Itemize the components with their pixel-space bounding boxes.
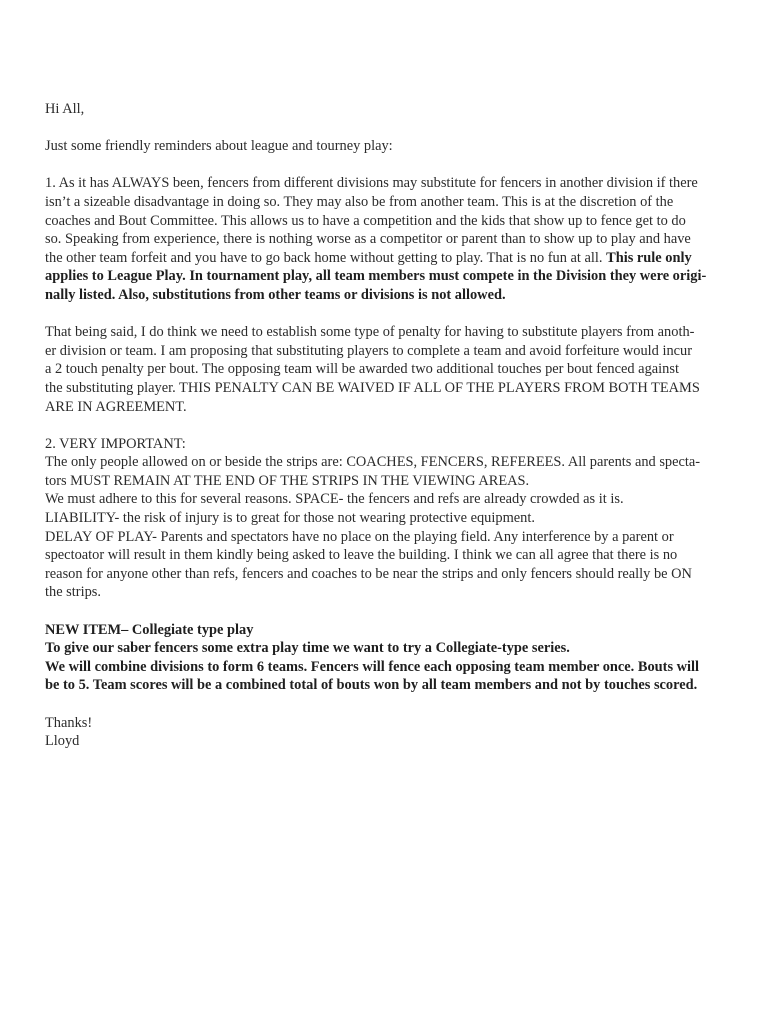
paragraph-line: applies to League Play. In tournament play, all team members must compete in the Division they were origi- — [45, 268, 707, 285]
paragraph-gap — [45, 416, 735, 435]
paragraph-gap — [45, 695, 735, 714]
paragraph-line: a 2 touch penalty per bout. The opposing team will be awarded two additional touches per bout fenced against — [45, 361, 679, 378]
paragraph-substitution-rule — [45, 174, 735, 304]
paragraph-gap — [45, 156, 735, 175]
closing: Thanks! — [45, 714, 93, 731]
paragraph-line: NEW ITEM– Collegiate type play — [45, 621, 254, 638]
letter-body — [45, 100, 735, 751]
paragraph-line: spectoator will result in them kindly being asked to leave the building. I think we can all agree that there is no — [45, 547, 678, 564]
paragraph-gap — [45, 305, 735, 324]
paragraph-line: coaches and Bout Committee. This allows us to have a competition and the kids that show up to fence get to do — [45, 212, 686, 229]
paragraph-strip-rules — [45, 435, 735, 602]
paragraph-line: We will combine divisions to form 6 teams. Fencers will fence each opposing team member once. Bouts will — [45, 658, 700, 675]
paragraph-line: reason for anyone other than refs, fencers and coaches to be near the strips and only fencers should really be ON — [45, 565, 692, 582]
greeting: Hi All, — [45, 101, 85, 117]
paragraph-line: the strips. — [45, 584, 101, 601]
paragraph-line: be to 5. Team scores will be a combined total of bouts won by all team members and not by touches scored. — [45, 677, 698, 694]
paragraph-line: er division or team. I am proposing that substituting players to complete a team and avoid forfeiture would incur — [45, 342, 693, 359]
paragraph-line: isn’t a sizeable disadvantage in doing so. They may also be from another team. This is at the discretion of the — [45, 193, 674, 210]
signature: Lloyd — [45, 733, 80, 750]
paragraph-line: That being said, I do think we need to establish some type of penalty for having to substitute players from anoth- — [45, 324, 695, 341]
paragraph-gap — [45, 119, 735, 138]
paragraph-line: DELAY OF PLAY- Parents and spectators have no place on the playing field. Any interference by a parent or — [45, 528, 674, 545]
paragraph-line: LIABILITY- the risk of injury is to great for those not wearing protective equipment. — [45, 510, 535, 527]
paragraph-line: the substituting player. THIS PENALTY CAN BE WAIVED IF ALL OF THE PLAYERS FROM BOTH TEAMS — [45, 379, 700, 396]
intro-line: Just some friendly reminders about league and tourney play: — [45, 138, 393, 155]
paragraph-line: ARE IN AGREEMENT. — [45, 398, 187, 415]
paragraph-line: tors MUST REMAIN AT THE END OF THE STRIPS IN THE VIEWING AREAS. — [45, 472, 530, 489]
paragraph-new-item — [45, 621, 735, 695]
paragraph-line: so. Speaking from experience, there is nothing worse as a competitor or parent than to show up to play and have — [45, 231, 691, 248]
paragraph-line: The only people allowed on or beside the strips are: COACHES, FENCERS, REFEREES. All parents and specta- — [45, 454, 701, 471]
paragraph-line: We must adhere to this for several reasons. SPACE- the fencers and refs are already crowded as it is. — [45, 491, 624, 508]
paragraph-gap — [45, 602, 735, 621]
paragraph-penalty — [45, 323, 735, 416]
paragraph-line: nally listed. Also, substitutions from other teams or divisions is not allowed. — [45, 286, 506, 303]
paragraph-line: 1. As it has ALWAYS been, fencers from different divisions may substitute for fencers in another division if there — [45, 175, 698, 192]
paragraph-line: To give our saber fencers some extra play time we want to try a Collegiate-type series. — [45, 640, 570, 657]
paragraph-line: the other team forfeit and you have to go back home without getting to play. That is no fun at all. This rule only — [45, 249, 692, 266]
paragraph-line: 2. VERY IMPORTANT: — [45, 435, 186, 452]
